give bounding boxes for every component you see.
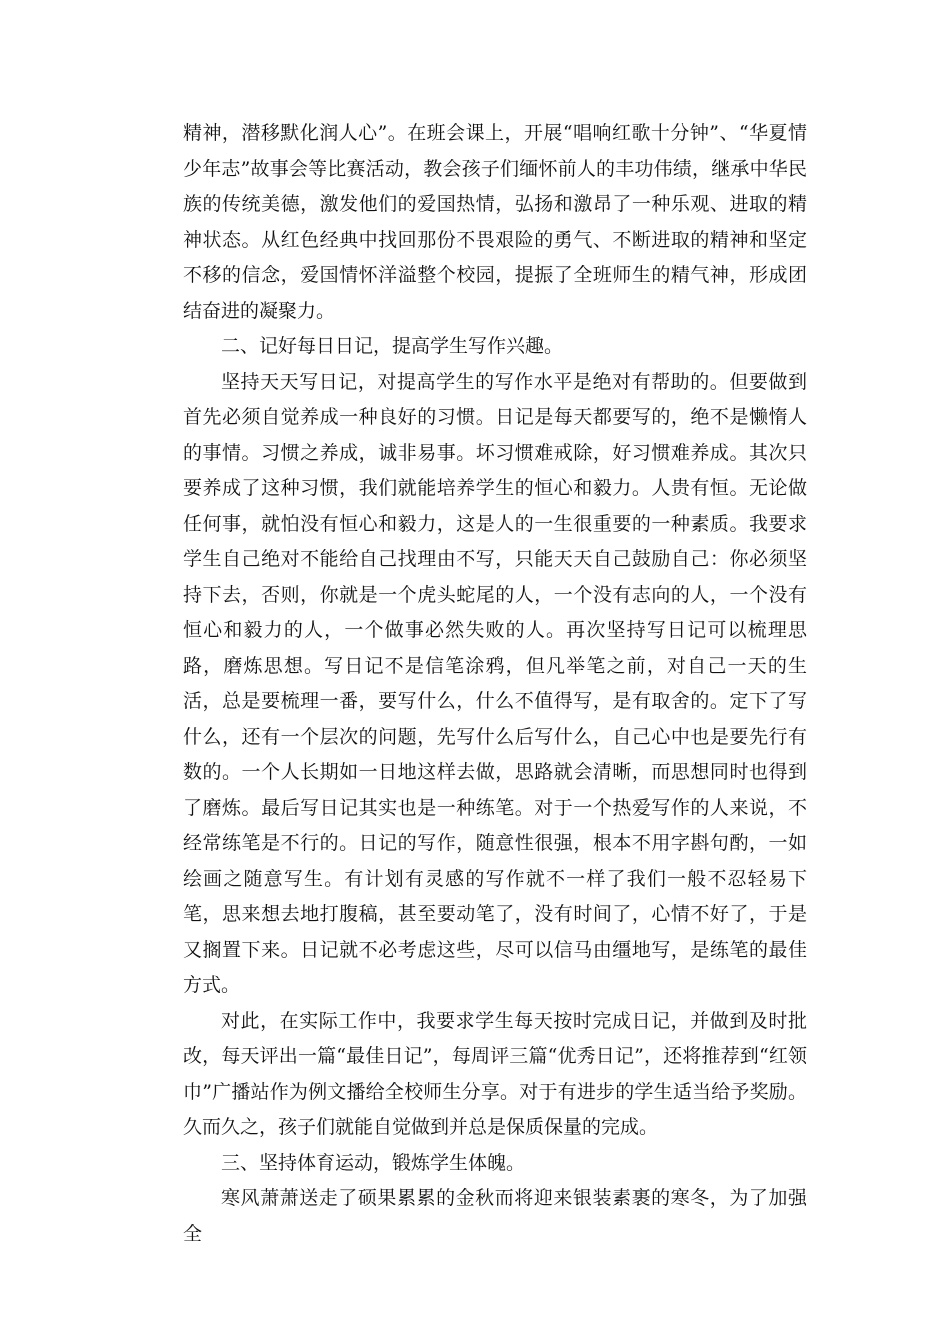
section-heading-sports: 三、坚持体育运动，锻炼学生体魄。	[221, 1151, 526, 1174]
paragraph-red-classics: 精神，潜移默化润人心”。在班会课上，开展“唱响红歌十分钟”、“华夏情少年志”故事会等比赛活动，教会孩子们缅怀前人的丰功伟绩，继承中华民族的传统美德，激发他们的爱国热情，弘扬和激昂了一种乐观、进取的精神状态。从红色经典中找回那份不畏艰险的勇气、不断进取的精神和坚定不移的信念，爱国情怀洋溢整个校园，提振了全班师生的精气神，形成团结奋进的凝聚力。	[183, 122, 807, 322]
document-page	[183, 116, 807, 1252]
paragraph-sports-intro: 寒风萧萧送走了硕果累累的金秋而将迎来银装素裹的寒冬，为了加强全	[183, 1187, 807, 1245]
section-heading-diary: 二、记好每日日记，提高学生写作兴趣。	[221, 335, 564, 357]
paragraph-diary-benefits: 坚持天天写日记，对提高学生的写作水平是绝对有帮助的。但要做到首先必须自觉养成一种良好的习惯。日记是每天都要写的，绝不是懒惰人的事情。习惯之养成，诚非易事。坏习惯难戒除，好习惯难养成。其次只要养成了这种习惯，我们就能培养学生的恒心和毅力。人贵有恒。无论做任何事，就怕没有恒心和毅力，这是人的一生很重要的一种素质。我要求学生自己绝对不能给自己找理由不写，只能天天自己鼓励自己：你必须坚持下去，否则，你就是一个虎头蛇尾的人，一个没有志向的人，一个没有恒心和毅力的人，一个做事必然失败的人。再次坚持写日记可以梳理思路，磨炼思想。写日记不是信笔涂鸦，但凡举笔之前，对自己一天的生活，总是要梳理一番，要写什么，什么不值得写，是有取舍的。定下了写什么，还有一个层次的问题，先写什么后写什么，自己心中也是要先行有数的。一个人长期如一日地这样去做，思路就会清晰，而思想同时也得到了磨炼。最后写日记其实也是一种练笔。对于一个热爱写作的人来说，不经常练笔是不行的。日记的写作，随意性很强，根本不用字斟句酌，一如绘画之随意写生。有计划有灵感的写作就不一样了我们一般不忍轻易下笔，思来想去地打腹稿，甚至要动笔了，没有时间了，心情不好了，于是又搁置下来。日记就不必考虑这些，尽可以信马由缰地写，是练笔的最佳方式。	[183, 370, 807, 996]
paragraph-diary-practice: 对此，在实际工作中，我要求学生每天按时完成日记，并做到及时批改，每天评出一篇“最佳日记”，每周评三篇“优秀日记”，还将推荐到“红领巾”广播站作为例文播给全校师生分享。对于有进步的学生适当给予奖励。久而久之，孩子们就能自觉做到并总是保质保量的完成。	[183, 1009, 807, 1138]
